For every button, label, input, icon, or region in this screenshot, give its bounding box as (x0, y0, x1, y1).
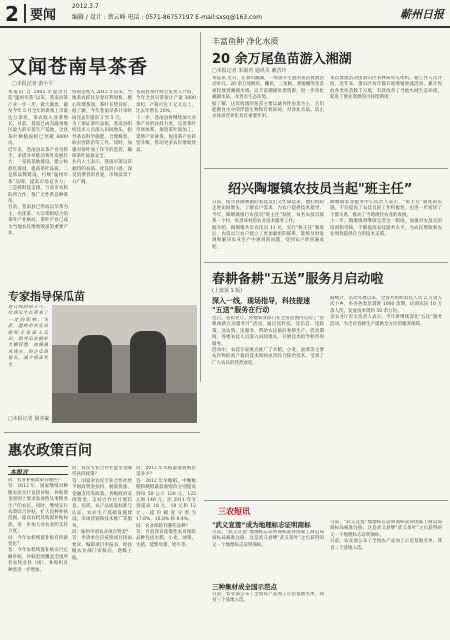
article4-col2: 据统计，活动开展以来，全省共组织农技人员 2 万余人次下乡，举办各类培训班 1000 余期，培训农民 10 万余人次，发放技术资料 50 余万份。 省农业厅有关负责人表示，今年将继续深化"五送”服务活动，为全省春耕生产提供全方位的服务保障。 (330, 296, 442, 327)
article1-col2: 特别是进入 2012 年以来，当地茶农抓住早春有利时机，精心管理茶园，茶叶长势良好。据了解，今年苍南早茶开采时间比去年提前 3 至 5 天。 为了保证茶叶品质，苍南县组织技术人员深入田间地头，指导茶农科学施肥、合理修剪、病虫害防治等工作。同时，加强对茶叶加工环节的监管，确保茶叶质量安全。 业内人士表示，苍南早茶以其独特的品质、优良的口感，深受消费者的喜爱，市场前景十分广阔。 (72, 90, 132, 185)
news-brief-item1-title: "武义宣莲”成为地理标志证明商标 (212, 521, 311, 529)
news-brief-col2: 日前，"武义宣莲”地理标志证明商标获得国家工商总局商标局核准注册。这是武义县继"武义茶叶”之后获得的又一个地理标志证明商标。 日前，农业部公布了全国农产品加工示范基地名单，我省三个基地入选。 (330, 520, 442, 551)
article1-col1: 本报讯 自 2002 年提出打造"温州早茶”以来，苍南县茶产业一步一步，做大做优。截至今年 5 月全年的新茶上市量达万余担，茶农收入显著增长。目前，苍南已成为温州地区最大的早茶生产基地，全县茶叶种植面积已突破 6000 亩。 近年来，苍南县以茶产业为抓手，多措并举推动茶叶发展壮大：一是抓基地建设，建立标准化茶园，提高茶叶品质；二是抓品牌建设，打响"温州早茶”品牌，提高市场竞争力；三是抓科技支撑，与省市农科院所合作，推广无性系良种茶苗。 目前，苍南县已形成以早茶为主，名优茶、大宗茶相结合的茶叶产业格局，茶叶产业已成为当地农民增收致富的重要产业。 (8, 90, 68, 236)
article5-col1: 问：农业补贴政策有哪些？ 答：2012 年，国家继续对种粮农民实行直接补贴，补贴资金原则上要求发放给从事粮食生产的农民。同时，继续实行农资综合补贴，扩大良种补贴范围，提高农机具购置补贴标准，进一步加大对农业的支持力度。 问：今年农机购置补贴有何新变化？ 答：今年农机购置补贴实行定额补贴，补贴范围覆盖全国所有农牧业县（场），补贴机具种类进一步增加。 (8, 478, 68, 573)
article1-col3: 苍南县茶叶协会负责人介绍，今年全县早茶预计产量 3000 余担，产值可达 1 亿元以上，比去年增长 20%。 下一步，苍南县将继续加大对茶产业的扶持力度，完善茶叶市场体系，推进茶叶深加工，延伸产业链条，促进茶产业转型升级，带动更多农民增收致富。 (136, 90, 196, 153)
paper-name: 蕲州日报 (400, 8, 444, 21)
news-brief-item2-text: 日前，农业部公布了全国农产品加工示范基地名单，我省三个基地入选。 (212, 592, 324, 604)
article5-col2: 问：农民专业合作社能享受哪些扶持政策？ 答：国家对农民专业合作社给予财政资金扶持、税收优惠、金融支持等政策。各级政府安排资金，支持合作社开展信息、培训、农产品质量标准与认证、农业生产基础设施建设、市场营销和技术推广等服务。 问：如何申请农业项目资金？ 答：申请单位应按照项目指南要求，编制项目申报书，经县级农业部门审核后，逐级上报。 (72, 466, 132, 561)
article2-col2: 本次放流活动由萧山区农林局牵头组织。据工作人员介绍，近年来，萧山区每年都开展增殖放流活动，累计投放各类鱼苗数千万尾，有效改善了当地水域生态环境，促进了渔业资源的可持续利用。 (330, 76, 442, 101)
article5-headline: 惠农政策百问 (8, 443, 92, 459)
article3-col1: 日前，绍兴县陶堰镇的农技员们又忙碌起来，他们纷纷走进田间地头，了解农户需求，为农户提供技术指导。今年，陶堰镇推行农技员"班主任”制度，每名农技员联系一个村，负责该村的农业技术服务工作。 据介绍，陶堰镇共有农技员 11 名，实行"班主任”制度后，农技员与农户建立了更加紧密的联系，能够及时发现和解决农业生产中遇到的问题，受到农户的普遍欢迎。 (212, 200, 324, 250)
article4-subhead1: 深入一线，现场指导，科技提速 (212, 297, 310, 305)
article5-col3: 问：2012 年水稻最低收购价是多少？ 答：2012 年早籼稻、中晚籼稻和粳稻最低收购价分别提高到每 50 公斤 120 元、125 元和 140 元，比 2011 年分别提高 18 元、18 元和 12 元，提价幅度分别为 17.6%、16.8% 和 9.4%。 问：农业保险有哪些品种？ 答：目前我省政策性农业保险品种包括水稻、小麦、油菜、生猪、能繁母猪、奶牛等。 (136, 466, 196, 548)
article1-byline: □本报记者 游小平 (12, 81, 54, 87)
article2-top-label: 丰富鱼种 净化水质 (212, 37, 279, 46)
editor-info: 编辑 / 设计 : 蔡云峰 电话 : 0571-86757197 E-mail:sxsq@163.com (72, 14, 262, 21)
news-brief-item1-text: 日前，"武义宣莲”地理标志证明商标获得国家工商总局商标局核准注册。这是武义县继"武义茶叶”之后获得的又一个地理标志证明商标。 (212, 530, 324, 548)
news-brief-item2-title: 三种集材成全国示范点 (212, 583, 277, 591)
column-left-byline: □本报记者 屠亦豪 (8, 416, 50, 422)
news-brief-title: 三农短讯 (218, 507, 250, 516)
article4-subhead2: "五送”服务在行动 (212, 306, 270, 314)
divider-vertical (200, 32, 201, 382)
article1-headline: 又闻苍南旱茶香 (8, 56, 149, 78)
divider-horizontal (204, 262, 448, 263)
article2-col1: 本报讯 近日，在萧山湘湖，一场别开生面的鱼苗放流活动举行。20 余万尾鲢鱼、鳙鱼、三角鲂、黄尾鲴等鱼苗被投放到湘湖水域，以丰富湘湖鱼类资源，进一步净化湘湖水质，改善水生态环境。 据了解，这次放流的鱼苗主要以滤食性鱼类为主，它们能摄食水中的浮游生物和有机碎屑，对净化水质、防止水体富营养化具有重要作用。 (212, 76, 324, 120)
divider-horizontal (204, 168, 448, 169)
article3-col2: 陶堰镇农业服务中心负责人表示，"班主任”制度的实施，不仅提高了农技员的工作积极性，也进一步密切了干群关系，推动了当地现代农业的发展。 下一步，陶堰镇将继续完善这一制度，加强对农技员的培训和考核，不断提高农技服务水平，为农民增收和农业增效提供有力的技术支撑。 (330, 200, 442, 238)
divider-horizontal (204, 500, 448, 501)
divider-horizontal (4, 432, 200, 433)
article2-headline: 20 余万尾鱼苗游入湘湖 (212, 52, 352, 67)
column-left-text: 连日的阴雨天气，给西瓜生长带来了一定的影响。为此，温岭市农业局组织专家深入瓜田，指导瓜农做好大棚管理，加强通风透光，防止瓜苗徒长，减少病害发生。 (8, 305, 48, 368)
page-header (0, 0, 450, 28)
photo (52, 305, 197, 423)
article4-byline: (上接第 1 版) (212, 288, 243, 294)
section-title: 要闻 (24, 4, 56, 23)
article4-col1: 近日，省农业厅、各地农业部门在全省范围内启动了"春耕备耕五送服务月”活动，通过送科技、送信息、送政策、送农资、送服务，帮助农民搞好春耕生产。活动期间，各地农技人员深入田间地头，开展技术指导和咨询服务。 活动中，农技专家重点推广了水稻、小麦、油菜等主要农作物的高产栽培技术和病虫害综合防治技术，受到了广大农民的热烈欢迎。 (212, 316, 324, 366)
article2-byline: □本报记者 朱锡青 通讯员 戴晋玲 (212, 68, 287, 74)
column-left-title: 专家指导保瓜苗 (8, 290, 85, 303)
article3-headline: 绍兴陶堰镇农技员当起"班主任” (228, 182, 413, 197)
article4-headline: 春耕备耕"五送”服务月启动啦 (212, 272, 384, 287)
page-number: 2 (5, 2, 19, 26)
article5-tag: 本报言 (8, 466, 68, 475)
issue-date: 2012.3.7 (72, 3, 99, 10)
